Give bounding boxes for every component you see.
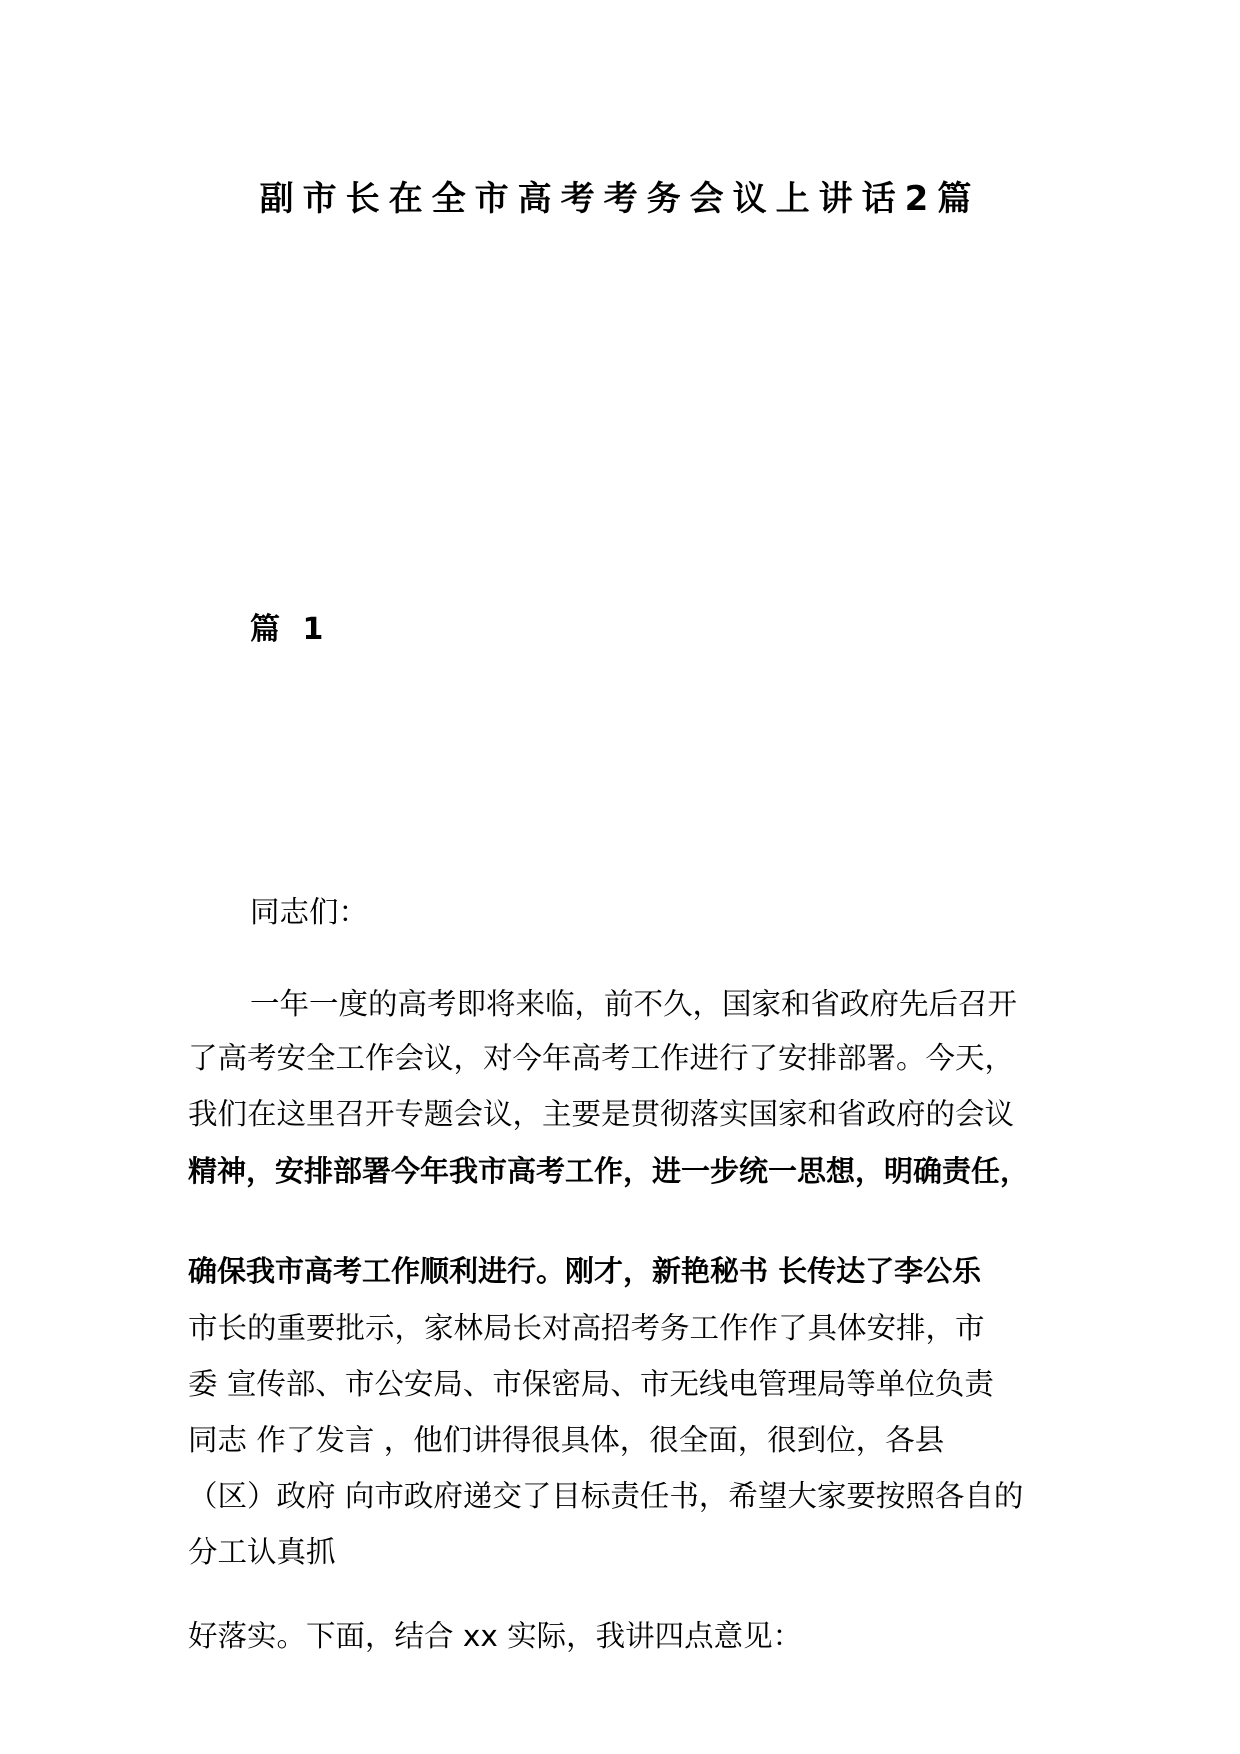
paragraph-line: 同志 作了发言 ，他们讲得很具体，很全面，很到位，各县 <box>188 1423 945 1457</box>
salutation: 同志们： <box>250 895 369 929</box>
paragraph-line: 了高考安全工作会议，对今年高考工作进行了安排部署。今天， <box>188 1041 1015 1075</box>
paragraph-line: 我们在这里召开专题会议，主要是贯彻落实国家和省政府的会议 <box>188 1097 1015 1131</box>
paragraph-line: 精神，安排部署今年我市高考工作，进一步统一思想，明确责任， <box>188 1154 1030 1188</box>
paragraph-line: 好落实。下面，结合 xx 实际，我讲四点意见： <box>188 1619 803 1653</box>
paragraph-line: 委 宣传部、市公安局、市保密局、市无线电管理局等单位负责 <box>188 1367 994 1401</box>
paragraph-line: 一年一度的高考即将来临，前不久，国家和省政府先后召开 <box>250 987 1018 1021</box>
paragraph-line: （区）政府 向市政府递交了目标责任书，希望大家要按照各自的 <box>188 1479 1024 1513</box>
document-title: 副市长在全市高考考务会议上讲话2篇 <box>259 179 981 219</box>
paragraph-line: 分工认真抓 <box>188 1535 336 1569</box>
section-heading: 篇 1 <box>250 612 330 647</box>
paragraph-line: 市长的重要批示，家林局长对高招考务工作作了具体安排，市 <box>188 1311 985 1345</box>
paragraph-line: 确保我市高考工作顺利进行。刚才，新艳秘书 长传达了李公乐 <box>188 1254 982 1288</box>
